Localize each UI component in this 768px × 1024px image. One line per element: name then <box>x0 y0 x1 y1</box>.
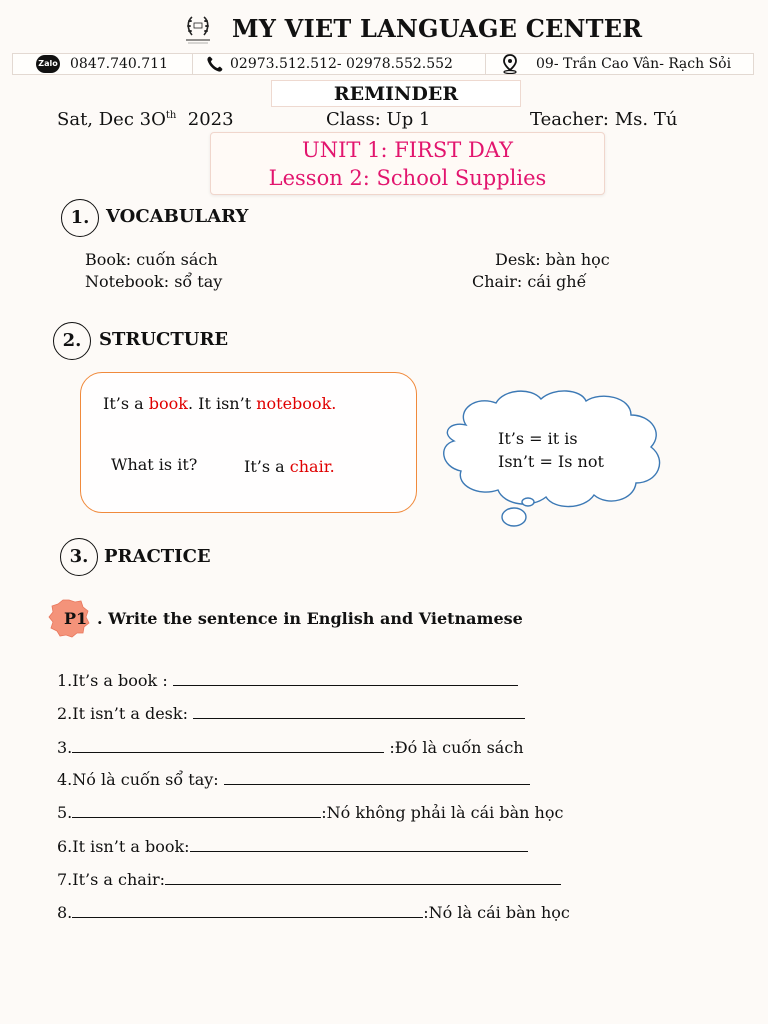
section-number-practice: 3. <box>60 538 98 576</box>
date-text: Sat, Dec 3O <box>57 109 166 130</box>
answer-blank[interactable] <box>72 737 384 753</box>
date-suffix: th <box>165 110 177 121</box>
zalo-icon: Zalo <box>36 55 60 73</box>
exercise-text: 5. <box>57 803 73 822</box>
highlight-word: notebook. <box>256 394 337 413</box>
exercise-2 <box>57 703 525 723</box>
exercise-text: :Đó là cuốn sách <box>384 738 524 757</box>
zalo-phone: 0847.740.711 <box>70 56 168 72</box>
laurel-logo-icon <box>183 13 213 45</box>
structure-box <box>80 372 417 513</box>
vocab-chair: Chair: cái ghế <box>472 272 587 291</box>
vocab-desk: Desk: bàn học <box>495 250 610 269</box>
phone-icon <box>205 55 225 73</box>
p1-label: P1 <box>64 609 88 628</box>
exercise-text: 4.Nó là cuốn sổ tay: <box>57 770 224 789</box>
structure-line-1 <box>103 394 336 413</box>
teacher-name: Teacher: Ms. Tú <box>530 109 678 130</box>
date-year: 2023 <box>187 109 234 130</box>
exercise-text: 6.It isn’t a book: <box>57 837 190 856</box>
center-title: MY VIET LANGUAGE CENTER <box>232 14 643 43</box>
exercise-1 <box>57 670 518 690</box>
exercise-3 <box>57 737 524 757</box>
structure-text: It’s a <box>103 394 149 413</box>
answer-blank[interactable] <box>72 902 423 918</box>
address: 09- Trần Cao Vân- Rạch Sỏi <box>536 56 732 72</box>
class-name: Class: Up 1 <box>326 109 431 130</box>
exercise-text: 7.It’s a chair: <box>57 870 165 889</box>
exercise-5 <box>57 802 563 822</box>
vocab-notebook: Notebook: sổ tay <box>85 272 223 291</box>
answer-blank[interactable] <box>224 769 530 785</box>
structure-question: What is it? <box>111 455 198 474</box>
answer-blank[interactable] <box>173 670 518 686</box>
answer-blank[interactable] <box>165 869 561 885</box>
highlight-word: book <box>148 394 188 413</box>
answer-blank[interactable] <box>72 802 321 818</box>
location-pin-icon <box>501 54 519 74</box>
section-title-structure: STRUCTURE <box>99 329 229 350</box>
exercise-text: 2.It isn’t a desk: <box>57 704 194 723</box>
answer-blank[interactable] <box>193 703 525 719</box>
structure-text: It’s a <box>244 457 290 476</box>
exercise-text: :Nó không phải là cái bàn học <box>321 803 564 822</box>
exercise-text: 1.It’s a book : <box>57 671 173 690</box>
exercise-text: 3. <box>57 738 73 757</box>
lesson-date <box>57 109 234 130</box>
structure-text: . It isn’t <box>187 394 257 413</box>
exercise-8 <box>57 902 570 922</box>
structure-answer <box>244 457 335 476</box>
exercise-text: :Nó là cái bàn học <box>423 903 570 922</box>
exercise-text: 8. <box>57 903 73 922</box>
lesson-title: Lesson 2: School Supplies <box>268 166 547 190</box>
contact-bar <box>12 53 754 75</box>
unit-box <box>210 132 605 195</box>
section-number-structure: 2. <box>53 322 91 360</box>
contraction-its: It’s = it is <box>498 429 578 448</box>
exercise-4 <box>57 769 530 789</box>
phone-contact <box>193 54 486 74</box>
section-title-vocabulary: VOCABULARY <box>106 206 249 227</box>
highlight-word: chair. <box>289 457 335 476</box>
reminder-title: REMINDER <box>271 80 521 107</box>
answer-blank[interactable] <box>190 836 528 852</box>
unit-title: UNIT 1: FIRST DAY <box>302 138 513 162</box>
p1-instruction: . Write the sentence in English and Vietnamese <box>97 609 523 628</box>
phone-numbers: 02973.512.512- 02978.552.552 <box>230 56 453 72</box>
exercise-6 <box>57 836 528 856</box>
address-contact <box>486 54 754 74</box>
vocab-book: Book: cuốn sách <box>85 250 218 269</box>
contraction-isnt: Isn’t = Is not <box>498 452 604 471</box>
zalo-contact <box>13 54 193 74</box>
section-number-vocabulary: 1. <box>61 199 99 237</box>
section-title-practice: PRACTICE <box>104 546 211 567</box>
exercise-7 <box>57 869 561 889</box>
